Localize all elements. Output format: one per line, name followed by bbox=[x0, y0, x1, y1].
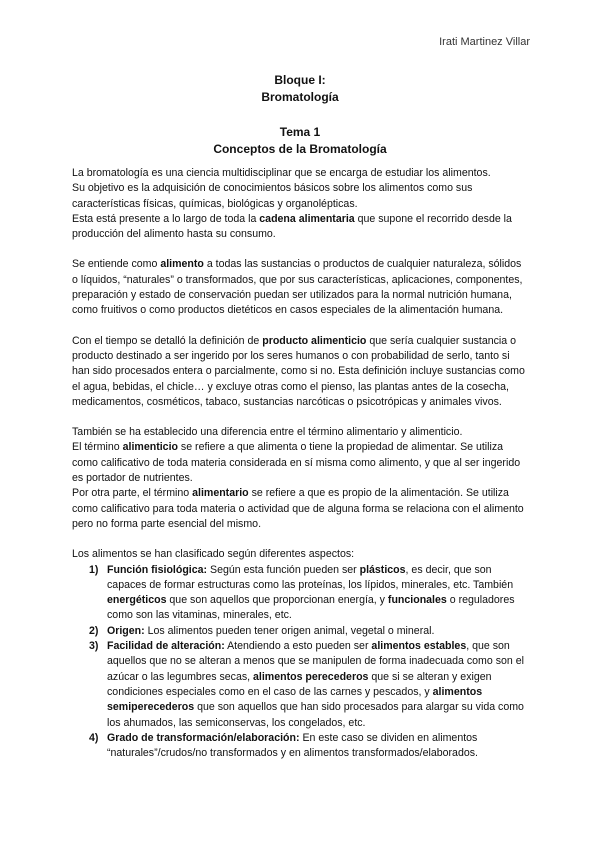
list-text: Atendiendo a esto pueden ser bbox=[224, 640, 372, 653]
title-block bbox=[0, 72, 600, 158]
alimenticio-text-start: El término bbox=[72, 441, 123, 454]
list-number: 1) bbox=[89, 563, 99, 576]
paragraph-terminos bbox=[72, 425, 528, 532]
list-item bbox=[72, 624, 528, 639]
list-text: En este caso se dividen en alimentos “naturales”/crudos/no transformados y en alimentos transformados/elaborados. bbox=[107, 731, 478, 760]
list-label: Facilidad de alteración: bbox=[107, 640, 225, 653]
list-text: o reguladores como son las vitaminas, minerales, etc. bbox=[107, 594, 515, 622]
list-item bbox=[72, 639, 528, 731]
term-alimento: alimento bbox=[160, 258, 204, 271]
list-number: 4) bbox=[89, 731, 99, 744]
list-number: 2) bbox=[89, 624, 99, 637]
alimentario-text-end: se refiere a que es propio de la alimentación. Se utiliza como calificativo para toda materia o actividad que de alguna forma se relaciona con el alimento pero no forma parte esencial del mismo. bbox=[72, 487, 524, 530]
term-alimentos-semiperecederos: alimentos semiperecederos bbox=[107, 685, 483, 714]
alimento-text-end: a todas las sustancias o productos de cualquier naturaleza, sólidos o líquidos, “naturales” o transformados, que por sus características, aplicaciones, componentes, preparación y estado de conservación puedan ser utilizados para la normal nutrición humana, como fruitivos o como productos dietéticos en casos especiales de la alimentación humana. bbox=[72, 258, 523, 317]
term-cadena-alimentaria: cadena alimentaria bbox=[259, 212, 355, 225]
aspects-list bbox=[72, 563, 528, 762]
list-text: Los alimentos pueden tener origen animal, vegetal o mineral. bbox=[144, 624, 435, 637]
intro-sentence-3-end: que supone el recorrido desde la producción del alimento hasta su consumo. bbox=[72, 212, 512, 241]
list-text: que son aquellos que proporcionan energía, y bbox=[166, 594, 388, 607]
term-plasticos: plásticos bbox=[359, 563, 406, 576]
list-item bbox=[72, 731, 528, 762]
block-title: Bloque I: bbox=[274, 73, 326, 87]
term-alimenticio: alimenticio bbox=[122, 441, 178, 454]
term-alimentario: alimentario bbox=[192, 487, 249, 500]
producto-text-start: Con el tiempo se detalló la definición de bbox=[72, 334, 263, 347]
list-label: Función fisiológica: bbox=[107, 563, 208, 576]
list-text: , que son aquellos que no se alteran a menos que se manipulen de forma inadecuada como son el azúcar o las legumbres secas, bbox=[107, 640, 524, 683]
list-text: , es decir, que son capaces de formar estructuras como las proteínas, los lípidos, minerales, etc. También bbox=[107, 563, 514, 591]
paragraph-alimento bbox=[72, 257, 528, 318]
alimento-text-start: Se entiende como bbox=[72, 258, 161, 271]
intro-sentence-3: Esta está presente a lo largo de toda la bbox=[72, 212, 260, 225]
tema-number: Tema 1 bbox=[279, 125, 321, 139]
list-text: Según esta función pueden ser bbox=[207, 563, 360, 576]
alimentario-text-start: Por otra parte, el término bbox=[72, 487, 193, 500]
list-item bbox=[72, 563, 528, 624]
term-producto-alimenticio: producto alimenticio bbox=[262, 334, 367, 347]
list-text: que son aquellos que han sido procesados para alargar su vida como los ahumados, las semiconservas, los congelados, etc. bbox=[107, 701, 524, 729]
paragraph-producto-alimenticio bbox=[72, 334, 528, 410]
tema-title: Conceptos de la Bromatología bbox=[213, 142, 387, 156]
term-funcionales: funcionales bbox=[387, 594, 447, 607]
term-energeticos: energéticos bbox=[107, 594, 167, 607]
alimenticio-text-end: se refiere a que alimenta o tiene la propiedad de alimentar. Se utiliza como calificativo de toda materia considerada en sí misma como alimento, y que al ser ingerido es portador de nutrientes. bbox=[72, 441, 521, 485]
terminos-sentence-1: También se ha establecido una diferencia entre el término alimentario y alimenticio. bbox=[72, 426, 463, 439]
term-alimentos-perecederos: alimentos perecederos bbox=[253, 670, 369, 683]
intro-sentence-2: Su objetivo es la adquisición de conocimientos básicos sobre los alimentos como sus características físicas, químicas, biológicas y organolépticas. bbox=[72, 182, 473, 210]
list-label: Grado de transformación/elaboración: bbox=[107, 731, 300, 744]
aspects-intro: Los alimentos se han clasificado según diferentes aspectos: bbox=[72, 548, 355, 561]
list-text: que si se alteran y exigen condiciones especiales como en el caso de las carnes y pescados, y bbox=[107, 670, 492, 698]
producto-text-end: que sería cualquier sustancia o producto destinado a ser ingerido por los seres humanos o con probabilidad de serlo, tanto si han sido procesados entera o parcialmente, como si no. Esta definición incluye sustancias como el agua, bebidas, el chicle… y excluye otras como el pienso, las plantas antes de la cosecha, medicamentos, cosméticos, tabaco, sustancias narcóticas o psicotrópicas y animales vivos. bbox=[72, 334, 525, 408]
paragraph-intro bbox=[72, 166, 528, 242]
author-name: Irati Martinez Villar bbox=[439, 36, 530, 48]
term-alimentos-estables: alimentos estables bbox=[371, 640, 467, 653]
list-number: 3) bbox=[89, 640, 99, 653]
document-body bbox=[72, 166, 528, 761]
list-label: Origen: bbox=[107, 624, 145, 637]
intro-sentence-1: La bromatología es una ciencia multidisciplinar que se encarga de estudiar los alimentos. bbox=[72, 167, 491, 179]
subject-title: Bromatología bbox=[261, 90, 339, 104]
